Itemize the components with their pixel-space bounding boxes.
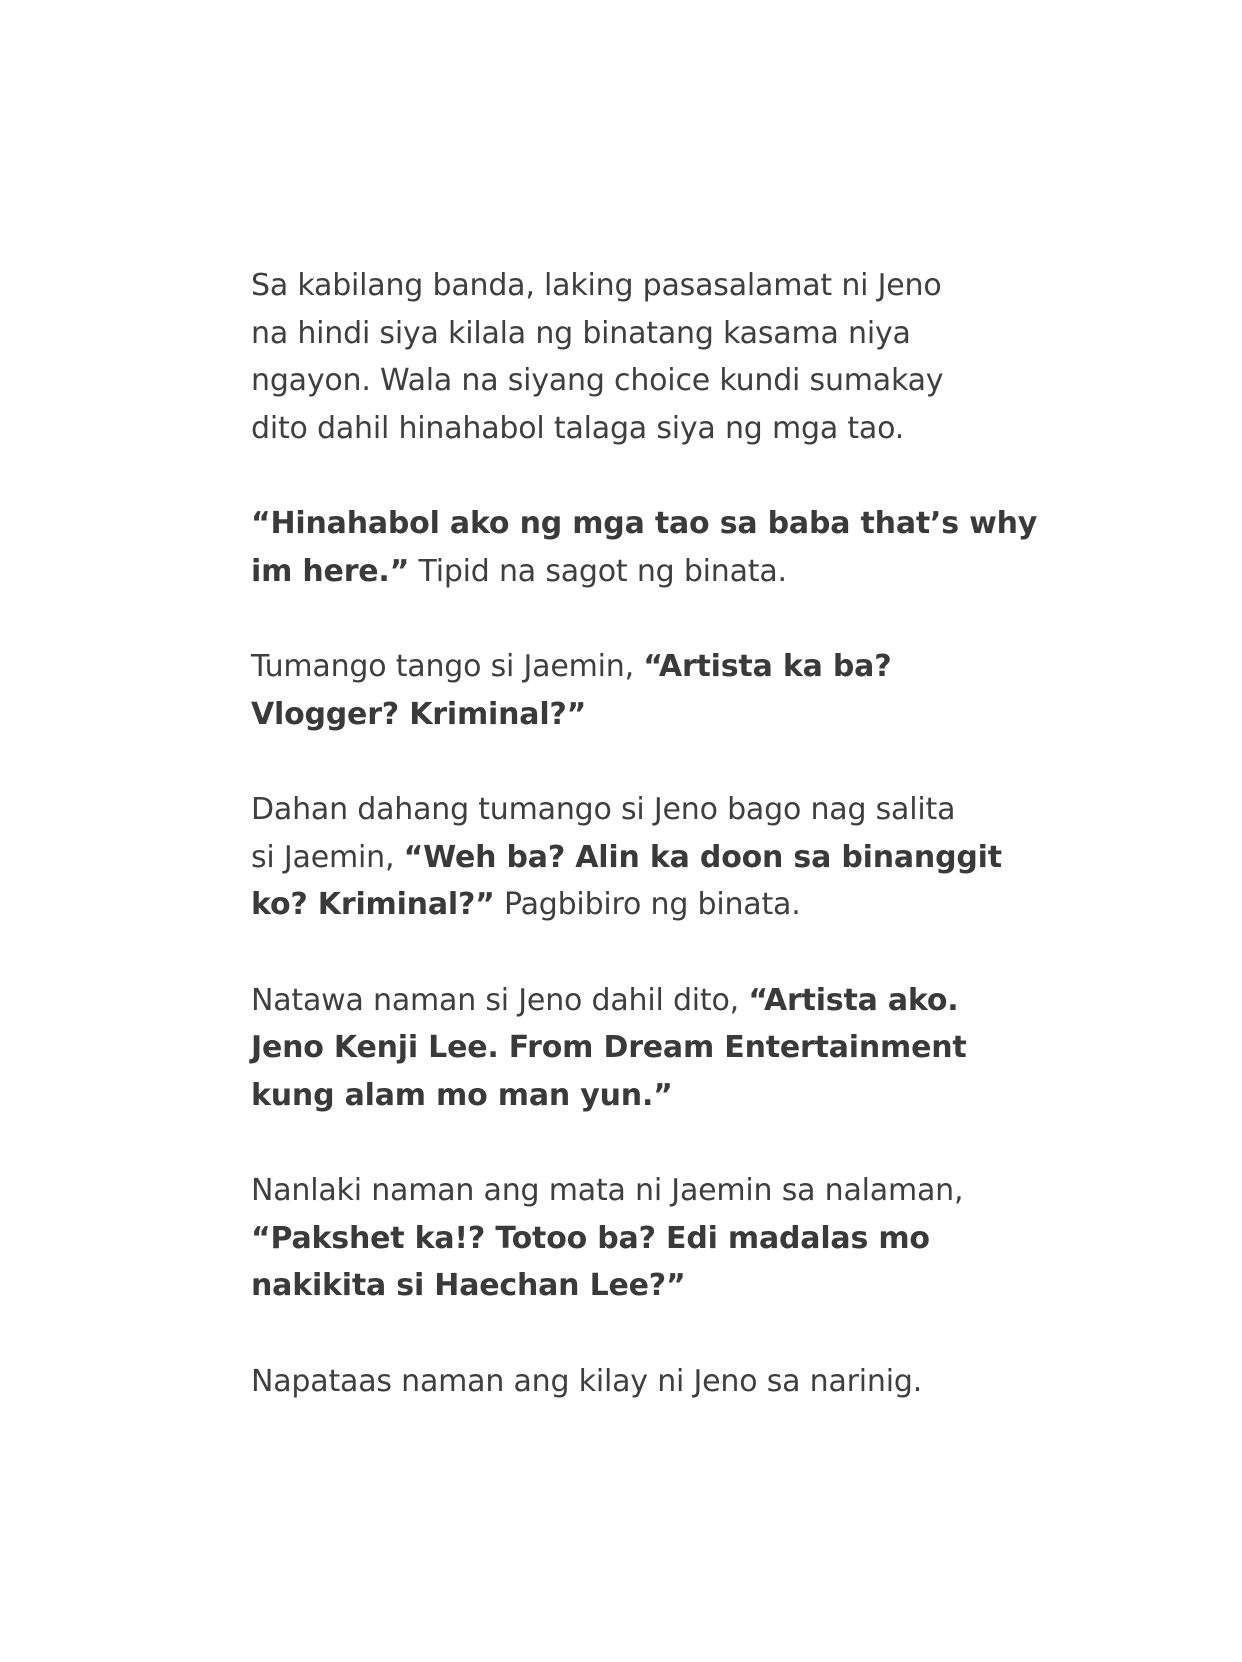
dialogue-text: “Weh ba? Alin ka doon sa binanggit [403, 839, 1002, 875]
narration-text: Napataas naman ang kilay ni Jeno sa narinig. [251, 1363, 923, 1399]
narration-text: Tipid na sagot ng binata. [409, 553, 787, 589]
dialogue-text: “Hinahabol ako ng mga tao sa baba that’s why [251, 506, 1038, 541]
narration-text: Dahan dahang tumango si Jeno bago nag salita [251, 792, 956, 827]
text-line [251, 548, 1011, 596]
dialogue-text: Jeno Kenji Lee. From Dream Entertainment [251, 1030, 967, 1065]
text-line [251, 977, 1011, 1025]
story-paragraph [251, 1358, 1011, 1406]
story-paragraph [251, 262, 1011, 452]
dialogue-text: kung alam mo man yun.” [251, 1077, 673, 1113]
dialogue-text: im here.” [251, 553, 410, 589]
narration-text: Sa kabilang banda, laking pasasalamat ni Jeno [251, 268, 942, 303]
dialogue-text: nakikita si Haechan Lee?” [251, 1268, 686, 1303]
text-line [251, 786, 1011, 834]
story-text [251, 262, 1038, 1453]
narration-text: Natawa naman si Jeno dahil dito, [251, 982, 749, 1018]
text-line [251, 1358, 1011, 1406]
text-line [251, 405, 1011, 453]
narration-text: na hindi siya kilala ng binatang kasama niya [251, 315, 911, 351]
text-line [251, 500, 1038, 548]
narration-text: Nanlaki naman ang mata ni Jaemin sa nalaman, [251, 1173, 964, 1208]
text-line [251, 1215, 1011, 1263]
narration-text: dito dahil hinahabol talaga siya ng mga tao. [251, 410, 905, 446]
text-line [251, 310, 1011, 358]
text-line [251, 262, 1011, 310]
text-line [251, 643, 1011, 691]
text-line [251, 1024, 1011, 1072]
narration-text: Tumango tango si Jaemin, [251, 649, 644, 684]
narration-text: si Jaemin, [251, 839, 404, 875]
text-line [251, 1167, 1011, 1215]
dialogue-text: “Artista ka ba? [643, 649, 892, 684]
text-line [251, 1072, 1011, 1120]
text-line [251, 834, 1011, 882]
text-line [251, 881, 1011, 929]
text-line [251, 357, 1011, 405]
narration-text: ngayon. Wala na siyang choice kundi sumakay [251, 363, 944, 398]
text-line [251, 1262, 1011, 1310]
dialogue-text: Vlogger? Kriminal?” [251, 696, 587, 732]
story-paragraph [251, 786, 1011, 929]
story-paragraph [251, 977, 1011, 1120]
text-line [251, 691, 1011, 739]
story-paragraph [251, 1167, 1011, 1310]
dialogue-text: “Artista ako. [748, 982, 959, 1018]
dialogue-text: ko? Kriminal?” [251, 887, 495, 922]
narration-text: Pagbibiro ng binata. [494, 887, 801, 922]
story-paragraph [251, 643, 1011, 738]
story-paragraph [251, 500, 1038, 595]
dialogue-text: “Pakshet ka!? Totoo ba? Edi madalas mo [251, 1220, 930, 1256]
